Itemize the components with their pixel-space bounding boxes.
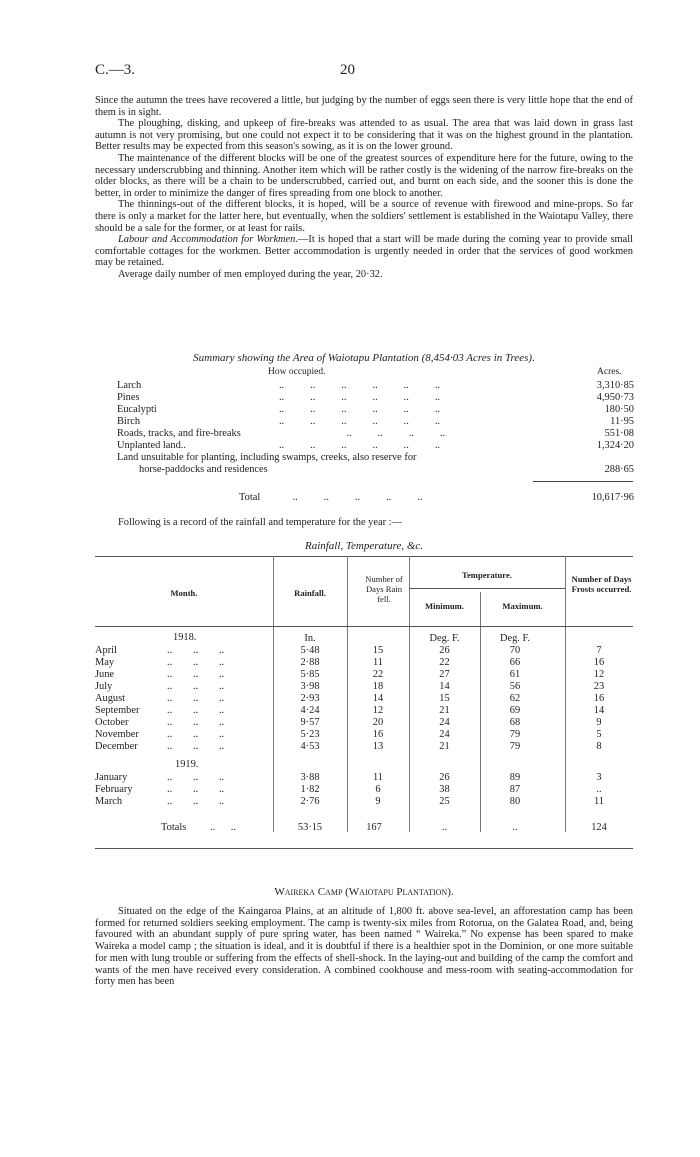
summary-row: Pines .. .. .. .. .. .. 4,950·73 <box>117 392 634 403</box>
unit-rainfall: In. <box>304 633 316 644</box>
table-row: March .. .. .. 2·76 9 25 80 11 <box>95 796 604 807</box>
table-top-rule <box>95 556 633 557</box>
year-label: 1918. <box>173 632 197 643</box>
document-reference: C.—3. <box>95 62 136 78</box>
table-row: February .. .. .. 1·82 6 38 87 .. <box>95 784 602 795</box>
summary-row: Birch .. .. .. .. .. .. 11·95 <box>117 416 634 427</box>
summary-title: Summary showing the Area of Waiotapu Plantation (8,454·03 Acres in Trees). <box>193 352 535 364</box>
labour-text: —It is hoped that a start will be made during the coming year to provide small comfortable cottages for the workmen. Better accommodation is urgently needed in order that the services of good workmen may be retained. <box>95 234 633 269</box>
summary-row: Roads, tracks, and fire-breaks .. .. .. .. 551·08 <box>117 428 634 439</box>
summary-row: Eucalypti .. .. .. .. .. .. 180·50 <box>117 404 634 415</box>
table-row: August .. .. .. 2·93 14 15 62 16 <box>95 693 605 704</box>
th-month: Month. <box>170 588 198 598</box>
table-row: December .. .. .. 4·53 13 21 79 8 <box>95 741 602 752</box>
year-label: 1919. <box>175 759 199 770</box>
th-temperature: Temperature. <box>462 570 512 580</box>
page-number: 20 <box>340 62 355 78</box>
paragraph: The thinnings-out of the different blocks, it is hoped, will be a source of revenue with firewood and mine-props. So far there is only a market for the latter here, but eventually, when the soldiers' settlement is established in the Waiotapu Valley, there should be a sale for the former, or at least for rails. <box>95 199 633 234</box>
labour-heading: Labour and Accommodation for Workmen. <box>118 234 298 246</box>
paragraph: The ploughing, disking, and upkeep of fire-breaks was attended to as usual. The area that was laid down in grass last autumn is not very promising, but one could not expect it to be considering that it was on the highest ground in the plantation. Better results may be expected from this season's sowing, as it is on the lower ground. <box>95 118 633 153</box>
summary-row-land-unsuitable: Land unsuitable for planting, including swamps, creeks, also reserve for <box>117 452 417 463</box>
th-frosts: Number of Days Frosts occurred. <box>571 574 632 594</box>
table-row: April .. .. .. 5·48 15 26 70 7 <box>95 645 602 656</box>
body-text-bottom <box>95 906 633 988</box>
table-totals-row: Totals .. .. 53·15 167 .. .. 124 <box>161 822 607 833</box>
table-row: June .. .. .. 5·85 22 27 61 12 <box>95 669 605 680</box>
table-row: May .. .. .. 2·88 11 22 66 16 <box>95 657 605 668</box>
paragraph: The maintenance of the different blocks will be one of the greatest sources of expenditure here for the future, owing to the necessary underscrubbing and thinning. Another item which will be rather costly is the widening of the narrow fire-breaks on the older blocks, as there will be a chain to be underscrubbed, carried out, and burnt on each side, and the sooner this is done the better, in order to minimize the danger of fires spreading from one block to another. <box>95 152 633 199</box>
unit-min: Deg. F. <box>429 633 460 644</box>
th-days-rain: Number of Days Rain fell. <box>365 574 403 604</box>
summary-total-row: Total .. .. .. .. .. 10,617·96 <box>239 492 634 503</box>
paragraph: Situated on the edge of the Kaingaroa Plains, at an altitude of 1,800 ft. above sea-level, an afforestation camp has been formed for returned soldiers seeking employment. The camp is twenty-six miles from Rotorua, on the Galatea Road, and, being favoured with an abundant supply of pure spring water, has been named “ Waireka.” No expense has been spared to make Waireka a model camp ; the situation is ideal, and it is doubtful if there is a healthier spot in the Dominion, or one more suitable for men with lung trouble or suffering from the effects of shell-shock. In the laying-out and building of the camp the comfort and wants of the men have received every consideration. A combined cookhouse and mess-room with seating-accommodation for forty men has been <box>95 906 633 988</box>
rainfall-table <box>95 556 633 849</box>
table-row: November .. .. .. 5·23 16 24 79 5 <box>95 729 602 740</box>
unit-max: Deg. F. <box>499 633 531 644</box>
summary-row: Unplanted land.. .. .. .. .. .. .. 1,324·20 <box>117 440 634 451</box>
table-row: January .. .. .. 3·88 11 26 89 3 <box>95 772 602 783</box>
table-row: October .. .. .. 9·57 20 24 68 9 <box>95 717 602 728</box>
following-line: Following is a record of the rainfall and temperature for the year :— <box>118 517 402 528</box>
average-line: Average daily number of men employed during the year, 20·32. <box>118 268 383 280</box>
table-row: September .. .. .. 4·24 12 21 69 14 <box>95 705 605 716</box>
summary-row-land-unsuitable-cont: horse-paddocks and residences 288·65 <box>139 464 634 475</box>
summary-col-acres: Acres. <box>597 367 622 377</box>
th-minimum: Minimum. <box>425 601 464 611</box>
table-bottom-rule <box>95 848 633 849</box>
temperature-sub-rule <box>409 588 565 589</box>
paragraph: Since the autumn the trees have recovered a little, but judging by the number of eggs seen there is very little hope that the end of them is in sight. <box>95 95 633 118</box>
section-title-waireka: Waireka Camp (Waiotapu Plantation). <box>274 886 454 898</box>
rows-1918 <box>95 645 633 753</box>
table-header-rule <box>95 626 633 627</box>
th-maximum: Maximum. <box>502 601 543 611</box>
table-row: July .. .. .. 3·98 18 14 56 23 <box>95 681 605 692</box>
rows-1919 <box>95 772 633 808</box>
rainfall-table-title: Rainfall, Temperature, &c. <box>304 540 424 552</box>
summary-row: Larch .. .. .. .. .. .. 3,310·85 <box>117 380 634 391</box>
body-text-top <box>95 95 633 281</box>
th-rainfall: Rainfall. <box>294 588 326 598</box>
summary-col-how: How occupied. <box>268 367 326 377</box>
summary-total-rule <box>533 481 633 482</box>
labour-paragraph <box>95 234 633 269</box>
